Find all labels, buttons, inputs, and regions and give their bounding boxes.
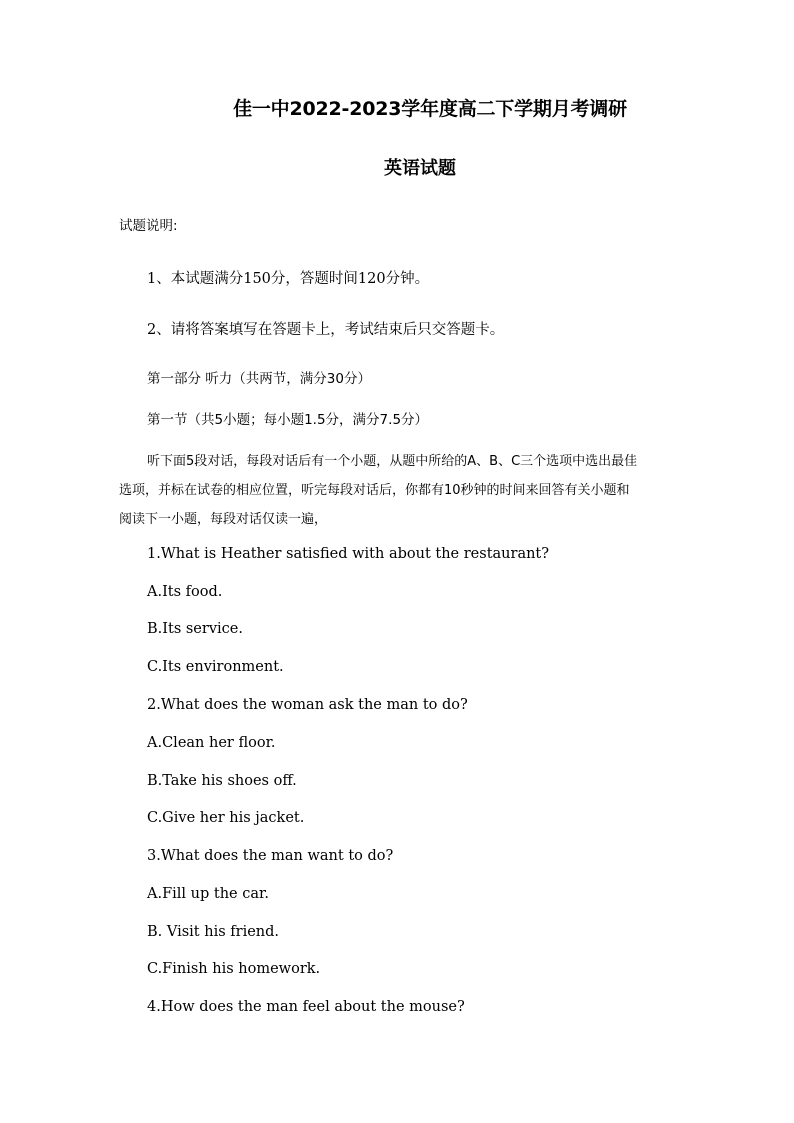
instruction-item: 1、本试题满分150分，答题时间120分钟。 [147,271,430,287]
instruction-item: 2、请将答案填写在答题卡上，考试结束后只交答题卡。 [147,322,505,338]
question-option: A.Its food. [147,584,223,600]
question-stem: 4.How does the man feel about the mouse? [147,999,465,1015]
question-stem: 2.What does the woman ask the man to do? [147,697,468,713]
directions-line: 阅读下一小题，每段对话仅读一遍， [119,512,328,527]
page-title: 佳一中2022-2023学年度高二下学期月考调研 [233,98,627,120]
question-option: A.Clean her floor. [147,735,276,751]
directions-line: 听下面5段对话，每段对话后有一个小题，从题中所给的A、B、C三个选项中选出最佳 [147,454,638,469]
question-option: C.Give her his jacket. [147,810,305,826]
directions-line: 选项，并标在试卷的相应位置，听完每段对话后，你都有10秒钟的时间来回答有关小题和 [119,483,630,498]
question-option: B.Its service. [147,621,243,637]
instructions-heading: 试题说明: [119,218,178,234]
question-stem: 1.What is Heather satisfied with about the restaurant? [147,546,550,562]
question-option: C.Finish his homework. [147,961,321,977]
question-stem: 3.What does the man want to do? [147,848,394,864]
page-subtitle: 英语试题 [384,158,456,179]
section1-heading: 第一节（共5小题；每小题1.5分，满分7.5分） [147,412,429,428]
question-option: A.Fill up the car. [147,886,269,902]
question-option: B.Take his shoes off. [147,773,297,789]
part1-heading: 第一部分 听力（共两节，满分30分） [147,371,371,387]
question-option: B. Visit his friend. [147,924,280,940]
question-option: C.Its environment. [147,659,284,675]
